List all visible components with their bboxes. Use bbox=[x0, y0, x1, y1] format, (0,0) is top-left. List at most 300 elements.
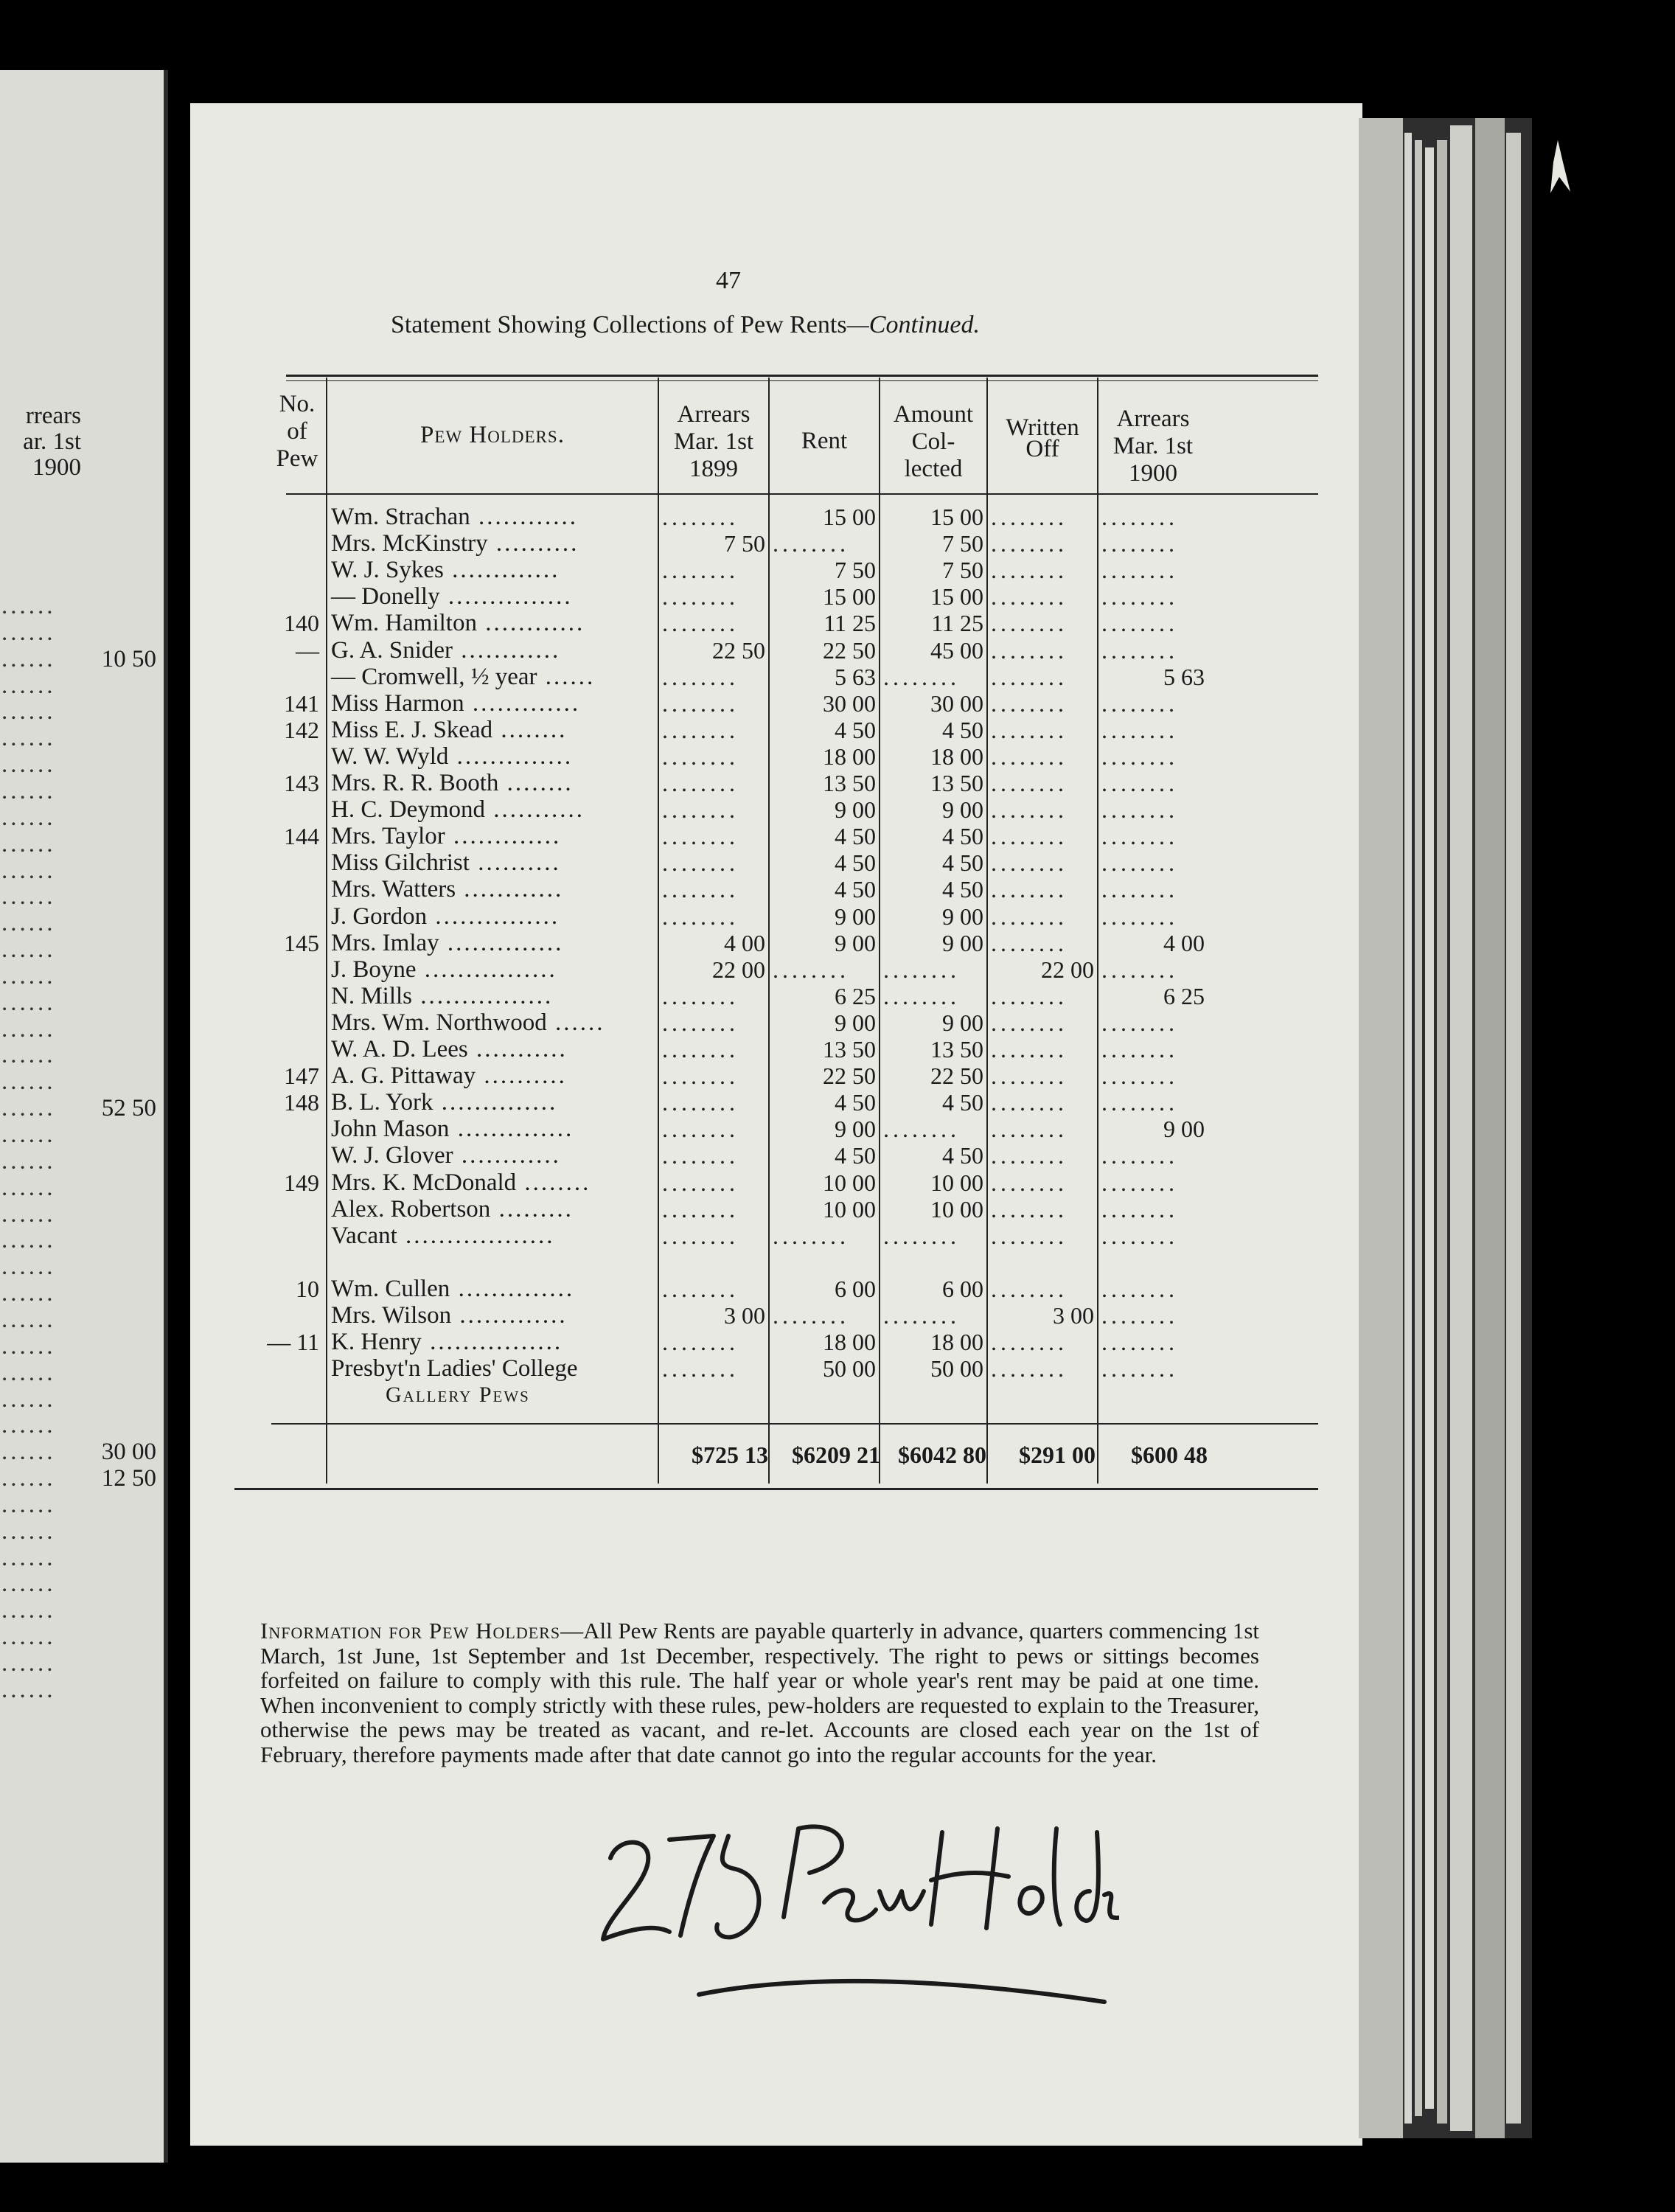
empty-cell-dots: ........ bbox=[991, 1355, 1068, 1382]
pew-holder-name bbox=[331, 1142, 561, 1169]
empty-cell-dots: ........ bbox=[662, 902, 739, 930]
empty-cell-dots: ........ bbox=[662, 716, 739, 743]
pew-holder-name bbox=[331, 796, 585, 824]
header-line: 1900 bbox=[1129, 460, 1177, 487]
empty-cell-dots: ........ bbox=[883, 1116, 960, 1143]
pew-holder-name bbox=[331, 1222, 555, 1250]
dot-leader: ........ bbox=[498, 770, 574, 796]
information-text: —All Pew Rents are payable quarterly in advance, quarters commencing 1st March, 1st June, 1st September and 1st December, respectively. The right to pews or sittings becomes forfeited on failure to comply with this rule. The half year or whole year's rent may be paid at one time. When inconvenient to comply strictly with these rules, pew-holders are requested to explain to the Treasurer, otherwise the pews may be treated as vacant, and re-let. Accounts are closed each year on the 1st of February, therefore payments made after that date cannot go into the regular accounts for the year. bbox=[260, 1618, 1260, 1767]
cell-collected: 4 50 bbox=[942, 1142, 983, 1169]
empty-cell-dots: ........ bbox=[662, 504, 739, 530]
pew-holder-name bbox=[331, 1196, 574, 1223]
empty-cell-dots: ........ bbox=[662, 823, 739, 850]
cell-collected: 4 50 bbox=[942, 876, 983, 903]
header-line: Col- bbox=[911, 428, 955, 455]
information-paragraph bbox=[260, 1618, 1259, 1767]
left-page-dot-leader: ...... bbox=[1, 672, 56, 699]
header-line: Amount bbox=[893, 401, 974, 428]
cell-collected: 9 00 bbox=[942, 1009, 983, 1036]
left-page-dot-leader: ...... bbox=[1, 751, 56, 779]
handwriting-strokes bbox=[588, 1806, 1119, 2013]
cell-rent: 4 50 bbox=[835, 876, 876, 903]
corner-mark bbox=[1545, 133, 1574, 203]
empty-cell-dots: ........ bbox=[991, 849, 1068, 877]
left-page-dot-leader: ...... bbox=[1, 830, 56, 858]
pew-holder-text: Alex. Robertson bbox=[331, 1195, 491, 1222]
cell-rent: 15 00 bbox=[823, 504, 876, 530]
empty-cell-dots: ........ bbox=[1101, 689, 1178, 717]
empty-cell-dots: ........ bbox=[1101, 530, 1178, 557]
left-page-dot-leader: ...... bbox=[1, 1465, 56, 1492]
dot-leader: ............. bbox=[451, 1301, 568, 1329]
empty-cell-dots: ........ bbox=[662, 1329, 739, 1355]
empty-cell-dots: ........ bbox=[991, 610, 1068, 637]
header-line: Off bbox=[1025, 436, 1059, 462]
total-rent: $6209 21 bbox=[792, 1441, 880, 1468]
header-line: lected bbox=[904, 456, 963, 482]
total-collected: $6042 80 bbox=[898, 1441, 986, 1468]
cell-rent: 4 50 bbox=[835, 1089, 876, 1116]
empty-cell-dots: ........ bbox=[662, 982, 739, 1009]
pew-number: 142 bbox=[284, 716, 319, 743]
pew-holder-name bbox=[331, 1276, 574, 1303]
empty-cell-dots: ........ bbox=[1101, 583, 1178, 611]
left-page-header bbox=[23, 403, 81, 481]
dot-leader: ............... bbox=[427, 902, 560, 930]
left-page-dot-leader: ...... bbox=[1, 1439, 56, 1466]
header-line: Mar. 1st bbox=[1112, 433, 1194, 459]
cell-rent: 9 00 bbox=[835, 929, 876, 956]
cell-collected: 4 50 bbox=[942, 1089, 983, 1116]
empty-cell-dots: ........ bbox=[662, 1036, 739, 1062]
header-rent: Rent bbox=[801, 428, 848, 454]
empty-cell-dots: ........ bbox=[662, 1142, 739, 1169]
empty-cell-dots: ........ bbox=[991, 902, 1068, 930]
header-pew-number bbox=[271, 391, 323, 473]
empty-cell-dots: ........ bbox=[1101, 1195, 1178, 1222]
left-page-dot-leader: ...... bbox=[1, 910, 56, 937]
empty-cell-dots: ........ bbox=[662, 1222, 739, 1249]
cell-rent: 6 00 bbox=[835, 1275, 876, 1302]
empty-cell-dots: ........ bbox=[1101, 823, 1178, 850]
header-arrears-1899 bbox=[659, 401, 768, 483]
empty-cell-dots: ........ bbox=[991, 557, 1068, 584]
cell-rent: 30 00 bbox=[823, 689, 876, 717]
empty-cell-dots: ........ bbox=[991, 636, 1068, 664]
left-page-dot-leader: ...... bbox=[1, 725, 56, 752]
cell-arrears1899: 22 50 bbox=[712, 636, 765, 664]
total-arrears-1899: $725 13 bbox=[692, 1441, 768, 1468]
empty-cell-dots: ........ bbox=[773, 1301, 849, 1329]
empty-cell-dots: ........ bbox=[991, 1009, 1068, 1036]
pew-holder-text: W. W. Wyld bbox=[331, 742, 449, 770]
information-lead: Information for Pew Holders bbox=[260, 1618, 561, 1644]
dot-leader: .............. bbox=[450, 1275, 575, 1302]
left-page-dot-leader: ...... bbox=[1, 645, 56, 672]
dot-leader: ............. bbox=[464, 689, 581, 717]
empty-cell-dots: ........ bbox=[1101, 610, 1178, 637]
dot-leader: .............. bbox=[449, 1116, 574, 1143]
empty-cell-dots: ........ bbox=[991, 982, 1068, 1009]
cell-collected: 10 00 bbox=[930, 1169, 983, 1196]
empty-cell-dots: ........ bbox=[662, 742, 739, 770]
empty-cell-dots: ........ bbox=[991, 1222, 1068, 1249]
empty-cell-dots: ........ bbox=[883, 982, 960, 1009]
cell-collected: 30 00 bbox=[930, 689, 983, 717]
pew-holder-text: Miss Gilchrist bbox=[331, 849, 470, 877]
pew-number: 148 bbox=[284, 1089, 319, 1116]
pew-holder-text: Mrs. Imlay bbox=[331, 929, 439, 956]
empty-cell-dots: ........ bbox=[1101, 1062, 1178, 1090]
pew-holder-text: K. Henry bbox=[331, 1329, 422, 1355]
empty-cell-dots: ........ bbox=[1101, 1301, 1178, 1329]
pew-holder-name bbox=[331, 983, 553, 1010]
empty-cell-dots: ........ bbox=[662, 663, 739, 690]
cell-rent: 10 00 bbox=[823, 1195, 876, 1222]
empty-cell-dots: ........ bbox=[991, 1116, 1068, 1143]
dot-leader: ............. bbox=[445, 823, 562, 850]
left-page-dot-leader: ...... bbox=[1, 1042, 56, 1069]
dot-leader: .......... bbox=[469, 849, 561, 877]
left-page-dot-leader: ...... bbox=[1, 1068, 56, 1096]
empty-cell-dots: ........ bbox=[662, 1009, 739, 1036]
corner-mark-shape bbox=[1545, 133, 1574, 199]
empty-cell-dots: ........ bbox=[1101, 876, 1178, 903]
empty-cell-dots: ........ bbox=[662, 849, 739, 877]
cell-rent: 18 00 bbox=[823, 1329, 876, 1355]
empty-cell-dots: ........ bbox=[991, 1089, 1068, 1116]
cell-collected: 9 00 bbox=[942, 929, 983, 956]
cell-arrears1899: 4 00 bbox=[724, 929, 765, 956]
header-arrears-1900 bbox=[1098, 406, 1208, 487]
empty-cell-dots: ........ bbox=[991, 876, 1068, 903]
pew-holder-name bbox=[331, 557, 560, 584]
cell-rent: 22 50 bbox=[823, 1062, 876, 1090]
empty-cell-dots: ........ bbox=[1101, 770, 1178, 796]
left-page-dot-leader: ...... bbox=[1, 698, 56, 726]
pew-holder-name bbox=[331, 583, 573, 611]
header-line: No. bbox=[279, 391, 316, 417]
pew-holder-text: Mrs. R. R. Booth bbox=[331, 770, 499, 796]
col-rule bbox=[658, 378, 659, 1484]
empty-cell-dots: ........ bbox=[662, 770, 739, 796]
pew-holder-name bbox=[331, 690, 580, 717]
empty-cell-dots: ........ bbox=[991, 504, 1068, 530]
cell-rent: 6 25 bbox=[835, 982, 876, 1009]
pew-holder-text: H. C. Deymond bbox=[331, 796, 485, 824]
dot-leader: ................ bbox=[412, 982, 554, 1009]
page-edge-lines bbox=[1359, 118, 1532, 2138]
empty-cell-dots: ........ bbox=[991, 1142, 1068, 1169]
cell-rent: 9 00 bbox=[835, 796, 876, 824]
empty-cell-dots: ........ bbox=[773, 530, 849, 557]
pew-holder-name bbox=[331, 930, 563, 957]
left-page-dot-leader: ...... bbox=[1, 936, 56, 964]
total-arrears-1900: $600 48 bbox=[1131, 1441, 1208, 1468]
empty-cell-dots: ........ bbox=[662, 1089, 739, 1116]
pew-holder-text: Mrs. Taylor bbox=[331, 823, 445, 850]
left-page-fragment bbox=[0, 70, 168, 2163]
empty-cell-dots: ........ bbox=[883, 1301, 960, 1329]
header-written-off bbox=[988, 414, 1097, 463]
empty-cell-dots: ........ bbox=[1101, 1169, 1178, 1196]
cell-written-off: 3 00 bbox=[1053, 1301, 1094, 1329]
cell-rent: 9 00 bbox=[835, 1009, 876, 1036]
cell-collected: 45 00 bbox=[930, 636, 983, 664]
empty-cell-dots: ........ bbox=[991, 663, 1068, 690]
cell-rent: 4 50 bbox=[835, 823, 876, 850]
pew-holder-name bbox=[331, 530, 579, 557]
cell-rent: 9 00 bbox=[835, 1116, 876, 1143]
pew-holder-name bbox=[331, 1302, 568, 1329]
cell-collected: 18 00 bbox=[930, 1329, 983, 1355]
dot-leader: ................ bbox=[416, 956, 557, 983]
pew-holder-name bbox=[331, 1036, 568, 1063]
left-page-dot-leader: ...... bbox=[1, 1306, 56, 1333]
header-line: 1899 bbox=[689, 456, 738, 482]
empty-cell-dots: ........ bbox=[991, 1195, 1068, 1222]
pew-holder-name bbox=[331, 876, 563, 903]
pew-number: 149 bbox=[284, 1169, 319, 1196]
cell-collected: 22 50 bbox=[930, 1062, 983, 1090]
left-header-line: rrears bbox=[25, 403, 81, 429]
left-page-dot-leader: ...... bbox=[1, 1332, 56, 1360]
left-page-dot-leader: ...... bbox=[1, 1571, 56, 1598]
top-rule bbox=[286, 375, 1318, 377]
pew-holder-text: W. J. Glover bbox=[331, 1142, 453, 1169]
left-page-dot-leader: ...... bbox=[1, 1147, 56, 1175]
cell-collected: 50 00 bbox=[930, 1355, 983, 1382]
pew-holder-text: Vacant bbox=[331, 1222, 397, 1249]
pew-number: 143 bbox=[284, 770, 319, 796]
header-pew-holders: Pew Holders. bbox=[420, 422, 565, 448]
empty-cell-dots: ........ bbox=[1101, 742, 1178, 770]
left-header-line: 1900 bbox=[32, 454, 81, 481]
cell-rent: 13 50 bbox=[823, 1036, 876, 1062]
left-page-dot-leader: ...... bbox=[1, 1597, 56, 1624]
left-page-dot-leader: ...... bbox=[1, 1491, 56, 1518]
col-rule bbox=[1097, 378, 1098, 1484]
pew-holder-text: Mrs. McKinstry bbox=[331, 530, 488, 557]
pew-holder-text: N. Mills bbox=[331, 982, 413, 1009]
dot-leader: ............ bbox=[453, 1142, 561, 1169]
pew-number: 10 bbox=[296, 1275, 319, 1302]
header-line: Mar. 1st bbox=[673, 428, 754, 455]
cell-written-off: 22 00 bbox=[1041, 956, 1094, 983]
empty-cell-dots: ........ bbox=[991, 583, 1068, 611]
empty-cell-dots: ........ bbox=[662, 557, 739, 584]
cell-collected: 13 50 bbox=[930, 770, 983, 796]
empty-cell-dots: ........ bbox=[991, 530, 1068, 557]
left-page-value: 12 50 bbox=[101, 1465, 156, 1492]
pew-holder-text: Wm. Hamilton bbox=[331, 610, 477, 637]
empty-cell-dots: ........ bbox=[1101, 716, 1178, 743]
pew-holder-text: J. Gordon bbox=[331, 902, 428, 930]
header-line: of bbox=[287, 418, 307, 445]
left-page-dot-leader: ...... bbox=[1, 1015, 56, 1043]
left-page-dot-leader: ...... bbox=[1, 883, 56, 911]
gallery-pews-heading: Gallery Pews bbox=[386, 1382, 530, 1407]
cell-rent: 22 50 bbox=[823, 636, 876, 664]
pew-holder-name bbox=[331, 717, 567, 744]
col-rule bbox=[326, 378, 327, 1484]
empty-cell-dots: ........ bbox=[1101, 557, 1178, 584]
pew-holder-name bbox=[331, 1116, 574, 1143]
cell-rent: 13 50 bbox=[823, 770, 876, 796]
pew-holder-name bbox=[331, 1009, 605, 1037]
dot-leader: ........ bbox=[492, 716, 568, 743]
cell-arrears1900: 6 25 bbox=[1163, 982, 1205, 1009]
pew-number: — 11 bbox=[267, 1329, 319, 1355]
left-page-dot-leader: ...... bbox=[1, 857, 56, 884]
cell-arrears1899: 22 00 bbox=[712, 956, 765, 983]
left-page-dot-leader: ...... bbox=[1, 962, 56, 990]
empty-cell-dots: ........ bbox=[773, 1222, 849, 1249]
pew-holder-text: Mrs. Wm. Northwood bbox=[331, 1009, 547, 1036]
empty-cell-dots: ........ bbox=[991, 1169, 1068, 1196]
cell-collected: 15 00 bbox=[930, 504, 983, 530]
empty-cell-dots: ........ bbox=[883, 663, 960, 690]
left-page-dot-leader: ...... bbox=[1, 1676, 56, 1703]
left-page-dot-leader: ...... bbox=[1, 1227, 56, 1254]
dot-leader: .............. bbox=[439, 929, 564, 956]
empty-cell-dots: ........ bbox=[991, 742, 1068, 770]
empty-cell-dots: ........ bbox=[991, 1275, 1068, 1302]
cell-collected: 13 50 bbox=[930, 1036, 983, 1062]
empty-cell-dots: ........ bbox=[991, 929, 1068, 956]
empty-cell-dots: ........ bbox=[1101, 1036, 1178, 1062]
pew-holder-text: Mrs. K. McDonald bbox=[331, 1169, 517, 1196]
handwritten-note-drawing bbox=[588, 1806, 1119, 2017]
left-page-dot-leader: ...... bbox=[1, 1253, 56, 1281]
cell-arrears1900: 9 00 bbox=[1163, 1116, 1205, 1143]
pew-holder-text: — Cromwell, ½ year bbox=[331, 663, 537, 690]
left-page-dot-leader: ...... bbox=[1, 1544, 56, 1571]
cell-collected: 6 00 bbox=[942, 1275, 983, 1302]
header-line: Arrears bbox=[677, 401, 751, 428]
left-page-dot-leader: ...... bbox=[1, 1174, 56, 1201]
empty-cell-dots: ........ bbox=[1101, 1089, 1178, 1116]
cell-arrears1899: 7 50 bbox=[724, 530, 765, 557]
empty-cell-dots: ........ bbox=[991, 689, 1068, 717]
dot-leader: ................ bbox=[421, 1329, 563, 1355]
cell-collected: 7 50 bbox=[942, 530, 983, 557]
pew-holder-text: Presbyt'n Ladies' College bbox=[331, 1355, 578, 1382]
empty-cell-dots: ........ bbox=[883, 1222, 960, 1249]
pew-holder-text: B. L. York bbox=[331, 1089, 433, 1116]
pew-holder-text: Miss Harmon bbox=[331, 689, 464, 717]
left-page-dot-leader: ...... bbox=[1, 593, 56, 619]
pew-holder-name bbox=[331, 903, 560, 931]
cell-rent: 7 50 bbox=[835, 557, 876, 584]
header-line: Arrears bbox=[1116, 406, 1190, 432]
cell-rent: 5 63 bbox=[835, 663, 876, 690]
pew-holder-name bbox=[331, 770, 574, 797]
left-page-dot-leader: ...... bbox=[1, 1412, 56, 1439]
cell-collected: 11 25 bbox=[931, 610, 983, 637]
dot-leader: ............ bbox=[453, 636, 561, 664]
header-amount-collected bbox=[880, 401, 986, 483]
cell-rent: 9 00 bbox=[835, 902, 876, 930]
left-header-line: ar. 1st bbox=[23, 428, 81, 455]
dot-leader: ........... bbox=[485, 796, 585, 824]
pew-holder-name bbox=[331, 1062, 567, 1090]
empty-cell-dots: ........ bbox=[662, 583, 739, 611]
empty-cell-dots: ........ bbox=[883, 956, 960, 983]
left-page-dot-leader: ...... bbox=[1, 1624, 56, 1651]
dot-leader: .................. bbox=[397, 1222, 555, 1249]
pew-holder-text: John Mason bbox=[331, 1116, 450, 1143]
left-page-dot-leader: ...... bbox=[1, 1385, 56, 1413]
cell-rent: 15 00 bbox=[823, 583, 876, 611]
cell-collected: 9 00 bbox=[942, 902, 983, 930]
empty-cell-dots: ........ bbox=[1101, 504, 1178, 530]
pew-rents-table bbox=[190, 103, 1362, 1578]
pew-holder-name bbox=[331, 823, 561, 850]
col-rule bbox=[879, 378, 880, 1484]
table-bottom-rule bbox=[234, 1488, 1318, 1490]
cell-collected: 10 00 bbox=[930, 1195, 983, 1222]
cell-collected: 7 50 bbox=[942, 557, 983, 584]
pew-number: 144 bbox=[284, 823, 319, 850]
empty-cell-dots: ........ bbox=[1101, 636, 1178, 664]
cell-rent: 4 50 bbox=[835, 1142, 876, 1169]
cell-rent: 18 00 bbox=[823, 742, 876, 770]
pew-holder-text: Wm. Cullen bbox=[331, 1275, 450, 1302]
pew-holder-name bbox=[331, 956, 557, 984]
dot-leader: ............ bbox=[456, 876, 564, 903]
pew-holder-text: Mrs. Wilson bbox=[331, 1301, 452, 1329]
empty-cell-dots: ........ bbox=[1101, 1355, 1178, 1382]
dot-leader: ........... bbox=[467, 1036, 568, 1062]
dot-leader: ............. bbox=[443, 557, 560, 584]
left-page-value: 30 00 bbox=[101, 1439, 156, 1466]
dot-leader: ............... bbox=[439, 583, 573, 611]
cell-collected: 15 00 bbox=[930, 583, 983, 611]
header-bottom-rule bbox=[286, 493, 1318, 495]
cell-collected: 4 50 bbox=[942, 716, 983, 743]
empty-cell-dots: ........ bbox=[662, 1169, 739, 1196]
top-rule-thin bbox=[286, 380, 1318, 381]
cell-rent: 10 00 bbox=[823, 1169, 876, 1196]
pew-holder-text: Mrs. Watters bbox=[331, 876, 456, 903]
title-suffix: —Continued. bbox=[846, 311, 980, 338]
pew-holder-name bbox=[331, 637, 560, 664]
pew-holder-name bbox=[331, 1355, 578, 1382]
dot-leader: ............ bbox=[470, 504, 579, 530]
left-page-dot-leader: ...... bbox=[1, 1200, 56, 1228]
left-page-dot-leader: ...... bbox=[1, 1359, 56, 1386]
pew-number: 147 bbox=[284, 1062, 319, 1090]
pew-holder-text: — Donelly bbox=[331, 583, 440, 611]
empty-cell-dots: ........ bbox=[1101, 1275, 1178, 1302]
left-page-dot-leader: ...... bbox=[1, 619, 56, 646]
left-page-dot-leader: ...... bbox=[1, 777, 56, 804]
pew-holder-name bbox=[331, 1089, 557, 1116]
pew-number: 140 bbox=[284, 610, 319, 637]
left-page-dot-leader: ...... bbox=[1, 1121, 56, 1148]
pew-holder-text: A. G. Pittaway bbox=[331, 1062, 476, 1090]
empty-cell-dots: ........ bbox=[991, 823, 1068, 850]
left-page-dot-leader: ...... bbox=[1, 1095, 56, 1122]
header-line: Pew bbox=[276, 445, 318, 472]
dot-leader: ......... bbox=[490, 1195, 574, 1222]
empty-cell-dots: ........ bbox=[991, 1329, 1068, 1355]
dot-leader: ...... bbox=[537, 663, 596, 690]
dot-leader: .............. bbox=[448, 742, 574, 770]
dot-leader: ...... bbox=[546, 1009, 605, 1036]
empty-cell-dots: ........ bbox=[662, 1355, 739, 1382]
